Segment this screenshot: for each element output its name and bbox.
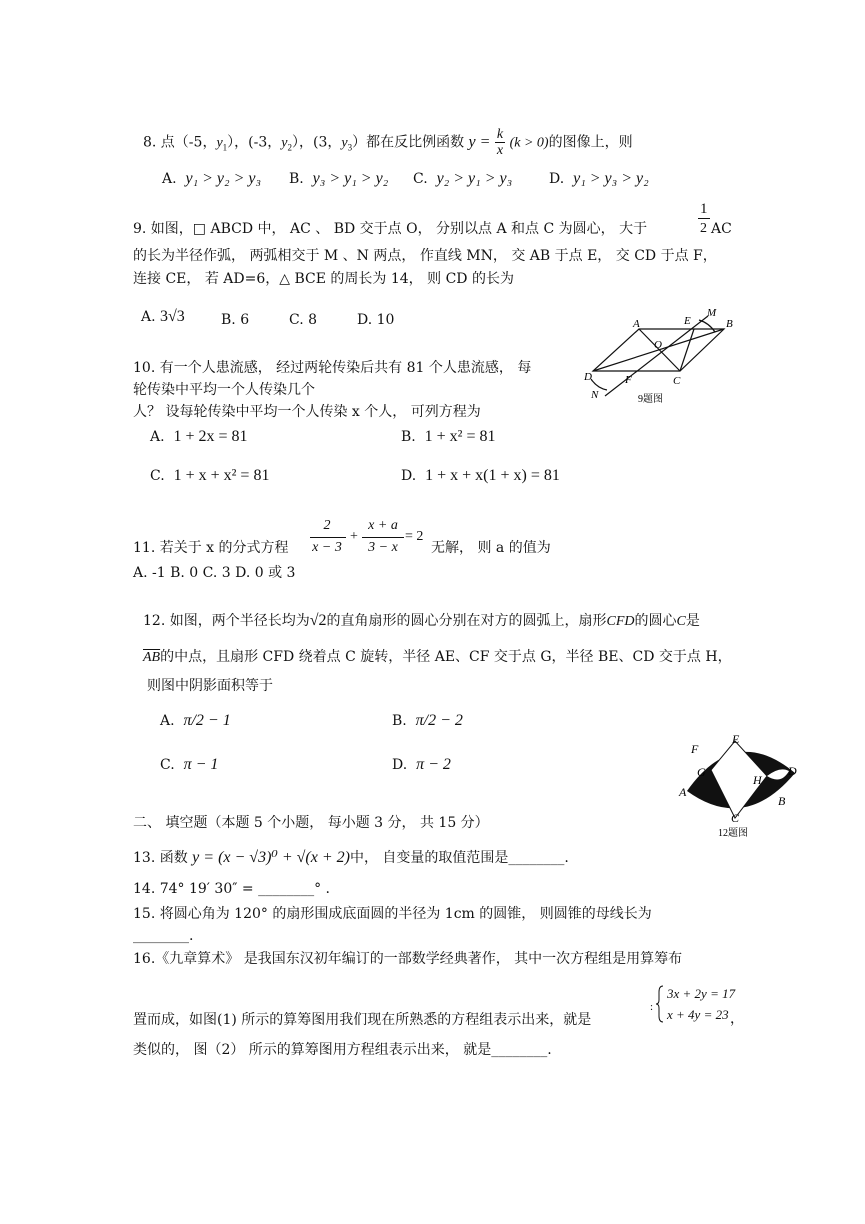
q8-function-condition: (k > 0) bbox=[509, 135, 549, 151]
option-label: A. bbox=[162, 171, 177, 187]
q12-option-c bbox=[160, 756, 218, 774]
label-m: M bbox=[707, 307, 717, 319]
q12-option-b bbox=[392, 712, 463, 730]
q12-text: 的圆心 bbox=[634, 613, 677, 629]
q12-cfd: CFD bbox=[606, 614, 635, 629]
q11-fraction1-numerator: 2 bbox=[323, 518, 331, 533]
q8-fraction-numerator: k bbox=[496, 127, 504, 142]
q8-y2: y bbox=[281, 135, 288, 151]
option-label: D. bbox=[401, 468, 417, 484]
label-a: A bbox=[633, 318, 640, 330]
q8-function-lhs: y = bbox=[468, 133, 491, 151]
q10-line-3: 人？ 设每轮传染中平均一个人传染 x 个人， 可列方程为 bbox=[133, 404, 481, 420]
option-label: C. bbox=[150, 468, 165, 484]
q9-option-b: B. 6 bbox=[221, 312, 250, 328]
q11-suffix: 无解， 则 a 的值为 bbox=[431, 540, 551, 556]
q12-line-3: 则图中阴影面积等于 bbox=[147, 678, 273, 694]
option-label: C. bbox=[160, 757, 175, 773]
q11-equals: = 2 bbox=[405, 529, 424, 544]
q9-line-1: 9. 如图，□ ABCD 中， AC 、 BD 交于点 O， 分别以点 A 和点 C 为圆心， 大于 bbox=[133, 221, 648, 237]
q11-options: A. -1 B. 0 C. 3 D. 0 或 3 bbox=[133, 565, 296, 581]
q9-line-2: 的长为半径作弧， 两弧相交于 M 、N 两点， 作直线 MN， 交 AB 于点 E， 交 CD 于点 F， bbox=[133, 248, 717, 264]
label-b: B bbox=[778, 794, 786, 808]
option-expr: π/2 − 2 bbox=[415, 712, 463, 729]
q8-option-d bbox=[549, 170, 649, 188]
option-expr: π/2 − 1 bbox=[183, 712, 231, 729]
q13-suffix: 中， 自变量的取值范围是________. bbox=[349, 850, 569, 866]
q13-prefix: 13. 函数 bbox=[133, 850, 188, 866]
q12-option-a bbox=[160, 712, 231, 730]
q9-half-denominator: 2 bbox=[700, 221, 707, 236]
q12-line-1 bbox=[143, 612, 700, 631]
q10-option-c bbox=[150, 467, 269, 485]
label-e: E bbox=[732, 732, 740, 746]
q12-text: 12. 如图，两个半径长均为 bbox=[143, 613, 310, 629]
q8-fraction-denominator: x bbox=[496, 143, 504, 158]
q12-arc-ab: $\overline{AB}$ bbox=[143, 650, 161, 665]
label-g: G bbox=[697, 765, 706, 779]
label-c: C bbox=[673, 375, 681, 387]
q11-fraction2-denominator: 3 − x bbox=[368, 540, 398, 555]
q11-plus: + bbox=[350, 529, 358, 544]
option-expr: π − 1 bbox=[183, 756, 219, 773]
label-f: F bbox=[691, 742, 699, 756]
q12-option-d bbox=[392, 756, 451, 774]
q9-option-d: D. 10 bbox=[357, 312, 395, 328]
q9-half-fraction-bar bbox=[698, 218, 710, 219]
q13-function-expr: y = (x − √3)⁰ + √(x + 2) bbox=[192, 849, 350, 866]
option-expr: 1 + x + x(1 + x) = 81 bbox=[425, 467, 560, 484]
q10-option-b bbox=[401, 428, 496, 446]
section-heading: 二、 填空题（本题 5 个小题， 每小题 3 分， 共 15 分） bbox=[133, 815, 489, 831]
q8-function-fraction bbox=[495, 127, 505, 158]
q9-option-a bbox=[141, 308, 185, 326]
q8-option-a bbox=[162, 170, 261, 188]
label-f: F bbox=[625, 374, 632, 386]
q8-stem: 8. 点（-5，$y_1$），(-3，$y_2$），(3，$y_3$）都在反比例函数 y = $\frac{k}{x}$ (k > 0)的图像上，则 bbox=[143, 127, 633, 158]
q10-line-1: 10. 有一个人患流感， 经过两轮传染后共有 81 个人患流感， 每 bbox=[133, 360, 532, 376]
question-13 bbox=[133, 849, 569, 867]
q16-system-colon: : bbox=[650, 1001, 654, 1013]
q12-text: 的直角扇形的圆心分别在对方的圆弧上，扇形 bbox=[326, 613, 607, 629]
option-expr: 1 + x² = 81 bbox=[424, 428, 496, 445]
q12-text: 的中点，且扇形 CFD 绕着点 C 旋转，半径 AE、CF 交于点 G，半径 BE、CD 交于点 H， bbox=[160, 649, 732, 665]
q12-sector-figure bbox=[675, 733, 805, 839]
q8-stem-part: ），(3， bbox=[292, 134, 342, 151]
question-14: 14. 74° 19′ 30″ = ________° . bbox=[133, 881, 330, 897]
q10-line-2: 轮传染中平均一个人传染几个 bbox=[133, 382, 315, 398]
q8-stem-part: 8. 点（-5， bbox=[143, 134, 217, 151]
label-n: N bbox=[591, 389, 599, 401]
q11-prefix: 11. 若关于 x 的分式方程 bbox=[133, 540, 289, 556]
option-label: B. bbox=[392, 713, 407, 729]
label-c: C bbox=[731, 811, 740, 825]
q9-option-c: C. 8 bbox=[289, 312, 318, 328]
q11-fraction2-numerator: x + a bbox=[368, 518, 398, 533]
label-b: B bbox=[726, 318, 733, 330]
option-label: C. bbox=[413, 171, 428, 187]
q9-parallelogram-figure bbox=[583, 307, 743, 406]
figure-caption: 12题图 bbox=[718, 828, 748, 839]
q16-system-end: ， bbox=[730, 1011, 744, 1027]
q16-line-3: 类似的， 图（2） 所示的算筹图用方程组表示出来， 就是________. bbox=[133, 1042, 552, 1058]
option-expr: y₂ > y₁ > y₃ bbox=[436, 170, 513, 187]
option-label: A. bbox=[160, 713, 175, 729]
q9-line-1-end: AC bbox=[711, 221, 732, 237]
question-15-line-1: 15. 将圆心角为 120° 的扇形围成底面圆的半径为 1cm 的圆锥， 则圆锥的母线长为 bbox=[133, 906, 652, 922]
line-mn bbox=[605, 316, 708, 396]
label-d: D bbox=[788, 764, 797, 778]
q11-fraction1-denominator: x − 3 bbox=[312, 540, 342, 555]
q16-system-equation-1: 3x + 2y = 17 bbox=[667, 986, 736, 1001]
option-expr: 1 + x + x² = 81 bbox=[173, 467, 270, 484]
q8-option-c bbox=[413, 170, 512, 188]
q16-system-equation-2: x + 4y = 23 bbox=[667, 1007, 729, 1022]
figure-caption: 9题图 bbox=[638, 394, 663, 405]
option-label: B. bbox=[289, 171, 304, 187]
label-a: A bbox=[679, 785, 687, 799]
q8-stem-part: ）都在反比例函数 bbox=[352, 134, 465, 151]
q12-sqrt2: √2 bbox=[309, 612, 327, 629]
label-h: H bbox=[753, 773, 762, 787]
q8-stem-part: ），(-3， bbox=[227, 134, 282, 151]
q11-fraction2-bar bbox=[362, 537, 404, 538]
option-label: B. bbox=[401, 429, 416, 445]
option-expr: 3√3 bbox=[160, 308, 185, 325]
q8-y1: y bbox=[216, 135, 223, 151]
option-expr: y₁ > y₂ > y₃ bbox=[185, 170, 262, 187]
question-15-line-2: ________. bbox=[133, 928, 194, 944]
option-expr: y₁ > y₃ > y₂ bbox=[573, 170, 649, 187]
q8-stem-part: 的图像上，则 bbox=[548, 134, 633, 151]
option-expr: 1 + 2x = 81 bbox=[173, 428, 248, 445]
q8-option-b bbox=[289, 170, 388, 188]
q9-half-numerator: 1 bbox=[700, 201, 708, 217]
q8-y3: y bbox=[341, 135, 348, 151]
option-label: A. bbox=[141, 309, 156, 325]
label-o: O bbox=[654, 339, 662, 351]
q12-c: C bbox=[676, 614, 686, 629]
label-d: D bbox=[584, 371, 592, 383]
option-label: A. bbox=[150, 429, 165, 445]
q12-line-2 bbox=[143, 648, 732, 667]
q16-system-brace bbox=[655, 984, 665, 1024]
q9-line-3: 连接 CE， 若 AD=6，△ BCE 的周长为 14， 则 CD 的长为 bbox=[133, 271, 514, 287]
option-expr: y₃ > y₁ > y₂ bbox=[312, 170, 389, 187]
q16-line-2: 置而成，如图(1) 所示的算筹图用我们现在所熟悉的方程组表示出来，就是 bbox=[133, 1012, 592, 1028]
q16-line-1: 16.《九章算术》 是我国东汉初年编订的一部数学经典著作， 其中一次方程组是用算筹布 bbox=[133, 951, 683, 967]
q12-text: 是 bbox=[685, 613, 700, 629]
option-label: D. bbox=[549, 171, 565, 187]
q10-option-a bbox=[150, 428, 248, 446]
q11-fraction1-bar bbox=[310, 537, 346, 538]
label-e: E bbox=[684, 315, 691, 327]
option-expr: π − 2 bbox=[416, 756, 451, 773]
option-label: D. bbox=[392, 757, 408, 773]
q10-option-d bbox=[401, 467, 560, 485]
